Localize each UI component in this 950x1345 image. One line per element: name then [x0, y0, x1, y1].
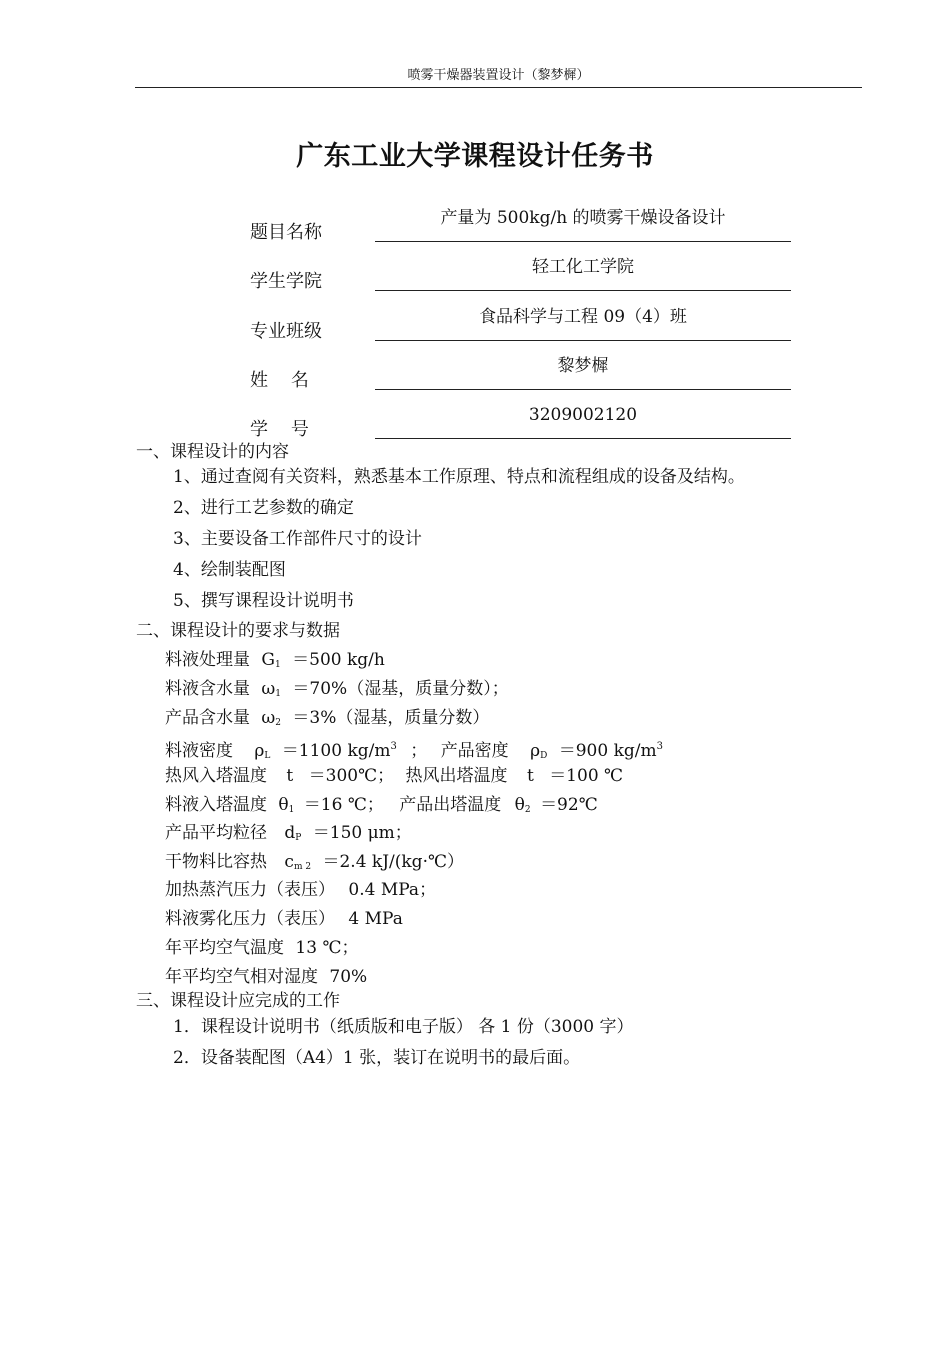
- info-row-student-id: [250, 399, 791, 441]
- param-value: ＝900 kg/m: [558, 741, 657, 761]
- param-subscript: L: [264, 751, 271, 761]
- info-row-topic: [250, 202, 791, 244]
- param-subscript: m 2: [293, 862, 312, 872]
- param-label: 料液处理量: [165, 650, 250, 670]
- info-row-name: [250, 350, 791, 392]
- info-value: 食品科学与工程 09（4）班: [375, 301, 791, 341]
- param-label: 料液密度: [165, 741, 233, 761]
- param-value: ＝1100 kg/m: [281, 741, 391, 761]
- param-label: 年平均空气温度: [165, 938, 284, 958]
- param-separator: ；: [410, 741, 428, 761]
- param-label: 产品含水量: [165, 708, 250, 728]
- param-label: 产品密度: [440, 741, 509, 761]
- info-value: 黎梦樨: [375, 350, 791, 390]
- param-value: ＝70%（湿基，质量分数）；: [292, 679, 509, 699]
- param-label: 产品出塔温度: [399, 795, 502, 815]
- param-label: 产品平均粒径: [165, 823, 267, 843]
- param-line: [165, 706, 489, 735]
- param-value: ＝92℃: [540, 795, 598, 815]
- param-value: ＝3%（湿基，质量分数）: [292, 708, 490, 728]
- list-item: 1．课程设计说明书（纸质版和电子版） 各 1 份（3000 字）: [173, 1017, 634, 1037]
- param-line: [165, 764, 623, 788]
- param-line: [165, 907, 403, 931]
- info-value: 3209002120: [375, 399, 791, 439]
- param-subscript: P: [295, 833, 302, 843]
- info-row-college: [250, 251, 791, 293]
- param-symbol: G: [261, 650, 275, 670]
- param-superscript: 3: [656, 741, 663, 752]
- running-header: [135, 66, 862, 88]
- param-symbol: ρ: [530, 741, 541, 761]
- param-label: 年平均空气相对湿度: [165, 967, 318, 987]
- param-symbol: t: [526, 766, 534, 786]
- info-label: 学 号: [250, 419, 309, 440]
- param-value: ＝300℃；: [308, 766, 395, 786]
- list-item: 2、进行工艺参数的确定: [173, 498, 354, 518]
- info-label: 学生学院: [250, 271, 322, 292]
- param-symbol: θ: [278, 795, 289, 815]
- param-label: 料液含水量: [165, 679, 250, 699]
- param-subscript: 2: [524, 805, 531, 815]
- info-label: 专业班级: [250, 321, 322, 342]
- param-symbol: ω: [261, 679, 276, 699]
- param-label: 干物料比容热: [165, 852, 267, 872]
- param-superscript: 3: [390, 741, 397, 752]
- param-subscript: 1: [288, 805, 295, 815]
- info-label: 姓 名: [250, 370, 309, 391]
- param-line: [165, 936, 358, 960]
- param-label: 加热蒸汽压力（表压）: [165, 880, 335, 900]
- param-symbol: ω: [261, 708, 276, 728]
- param-symbol: c: [284, 852, 294, 872]
- param-value: 0.4 MPa；: [348, 880, 437, 900]
- list-item: 2．设备装配图（A4）1 张，装订在说明书的最后面。: [173, 1048, 581, 1068]
- param-value: 4 MPa: [348, 909, 403, 929]
- param-subscript: D: [540, 751, 548, 761]
- param-label: 料液入塔温度: [165, 795, 267, 815]
- param-line: [165, 793, 598, 822]
- param-line: [165, 850, 464, 879]
- info-row-class: [250, 301, 791, 343]
- param-symbol: ρ: [254, 741, 265, 761]
- list-item: 4、绘制装配图: [173, 560, 286, 580]
- param-symbol: θ: [514, 795, 525, 815]
- param-value: ＝100 ℃: [549, 766, 624, 786]
- param-symbol: d: [284, 823, 296, 843]
- param-line: [165, 965, 367, 989]
- list-item: 5、撰写课程设计说明书: [173, 591, 354, 611]
- param-subscript: 1: [275, 689, 282, 699]
- param-value: 13 ℃；: [295, 938, 359, 958]
- param-symbol: t: [286, 766, 294, 786]
- param-line: [165, 878, 436, 902]
- running-title: 喷雾干燥器装置设计（黎梦樨）: [407, 68, 590, 83]
- param-value: ＝16 ℃；: [303, 795, 384, 815]
- param-label: 热风入塔温度: [165, 766, 267, 786]
- param-value: ＝500 kg/h: [292, 650, 385, 670]
- list-item: 1、通过查阅有关资料，熟悉基本工作原理、特点和流程组成的设备及结构。: [173, 467, 745, 487]
- param-subscript: 2: [275, 718, 282, 728]
- info-label: 题目名称: [250, 222, 322, 243]
- param-label: 热风出塔温度: [405, 766, 508, 786]
- info-value: 轻工化工学院: [375, 251, 791, 291]
- param-label: 料液雾化压力（表压）: [165, 909, 335, 929]
- param-subscript: 1: [275, 660, 281, 670]
- page-title: 广东工业大学课程设计任务书: [296, 141, 654, 172]
- info-value: 产量为 500kg/h 的喷雾干燥设备设计: [375, 202, 791, 242]
- section-heading: 三、课程设计应完成的工作: [136, 991, 340, 1011]
- param-line: [165, 648, 385, 677]
- section-heading: 二、课程设计的要求与数据: [136, 621, 340, 641]
- param-value: ＝2.4 kJ/(kg·℃）: [322, 852, 464, 872]
- list-item: 3、主要设备工作部件尺寸的设计: [173, 529, 422, 549]
- section-heading: 一、课程设计的内容: [136, 442, 289, 462]
- param-value: 70%: [329, 967, 368, 987]
- param-value: ＝150 μm；: [312, 823, 412, 843]
- param-line: [165, 677, 509, 706]
- param-line: [165, 821, 412, 850]
